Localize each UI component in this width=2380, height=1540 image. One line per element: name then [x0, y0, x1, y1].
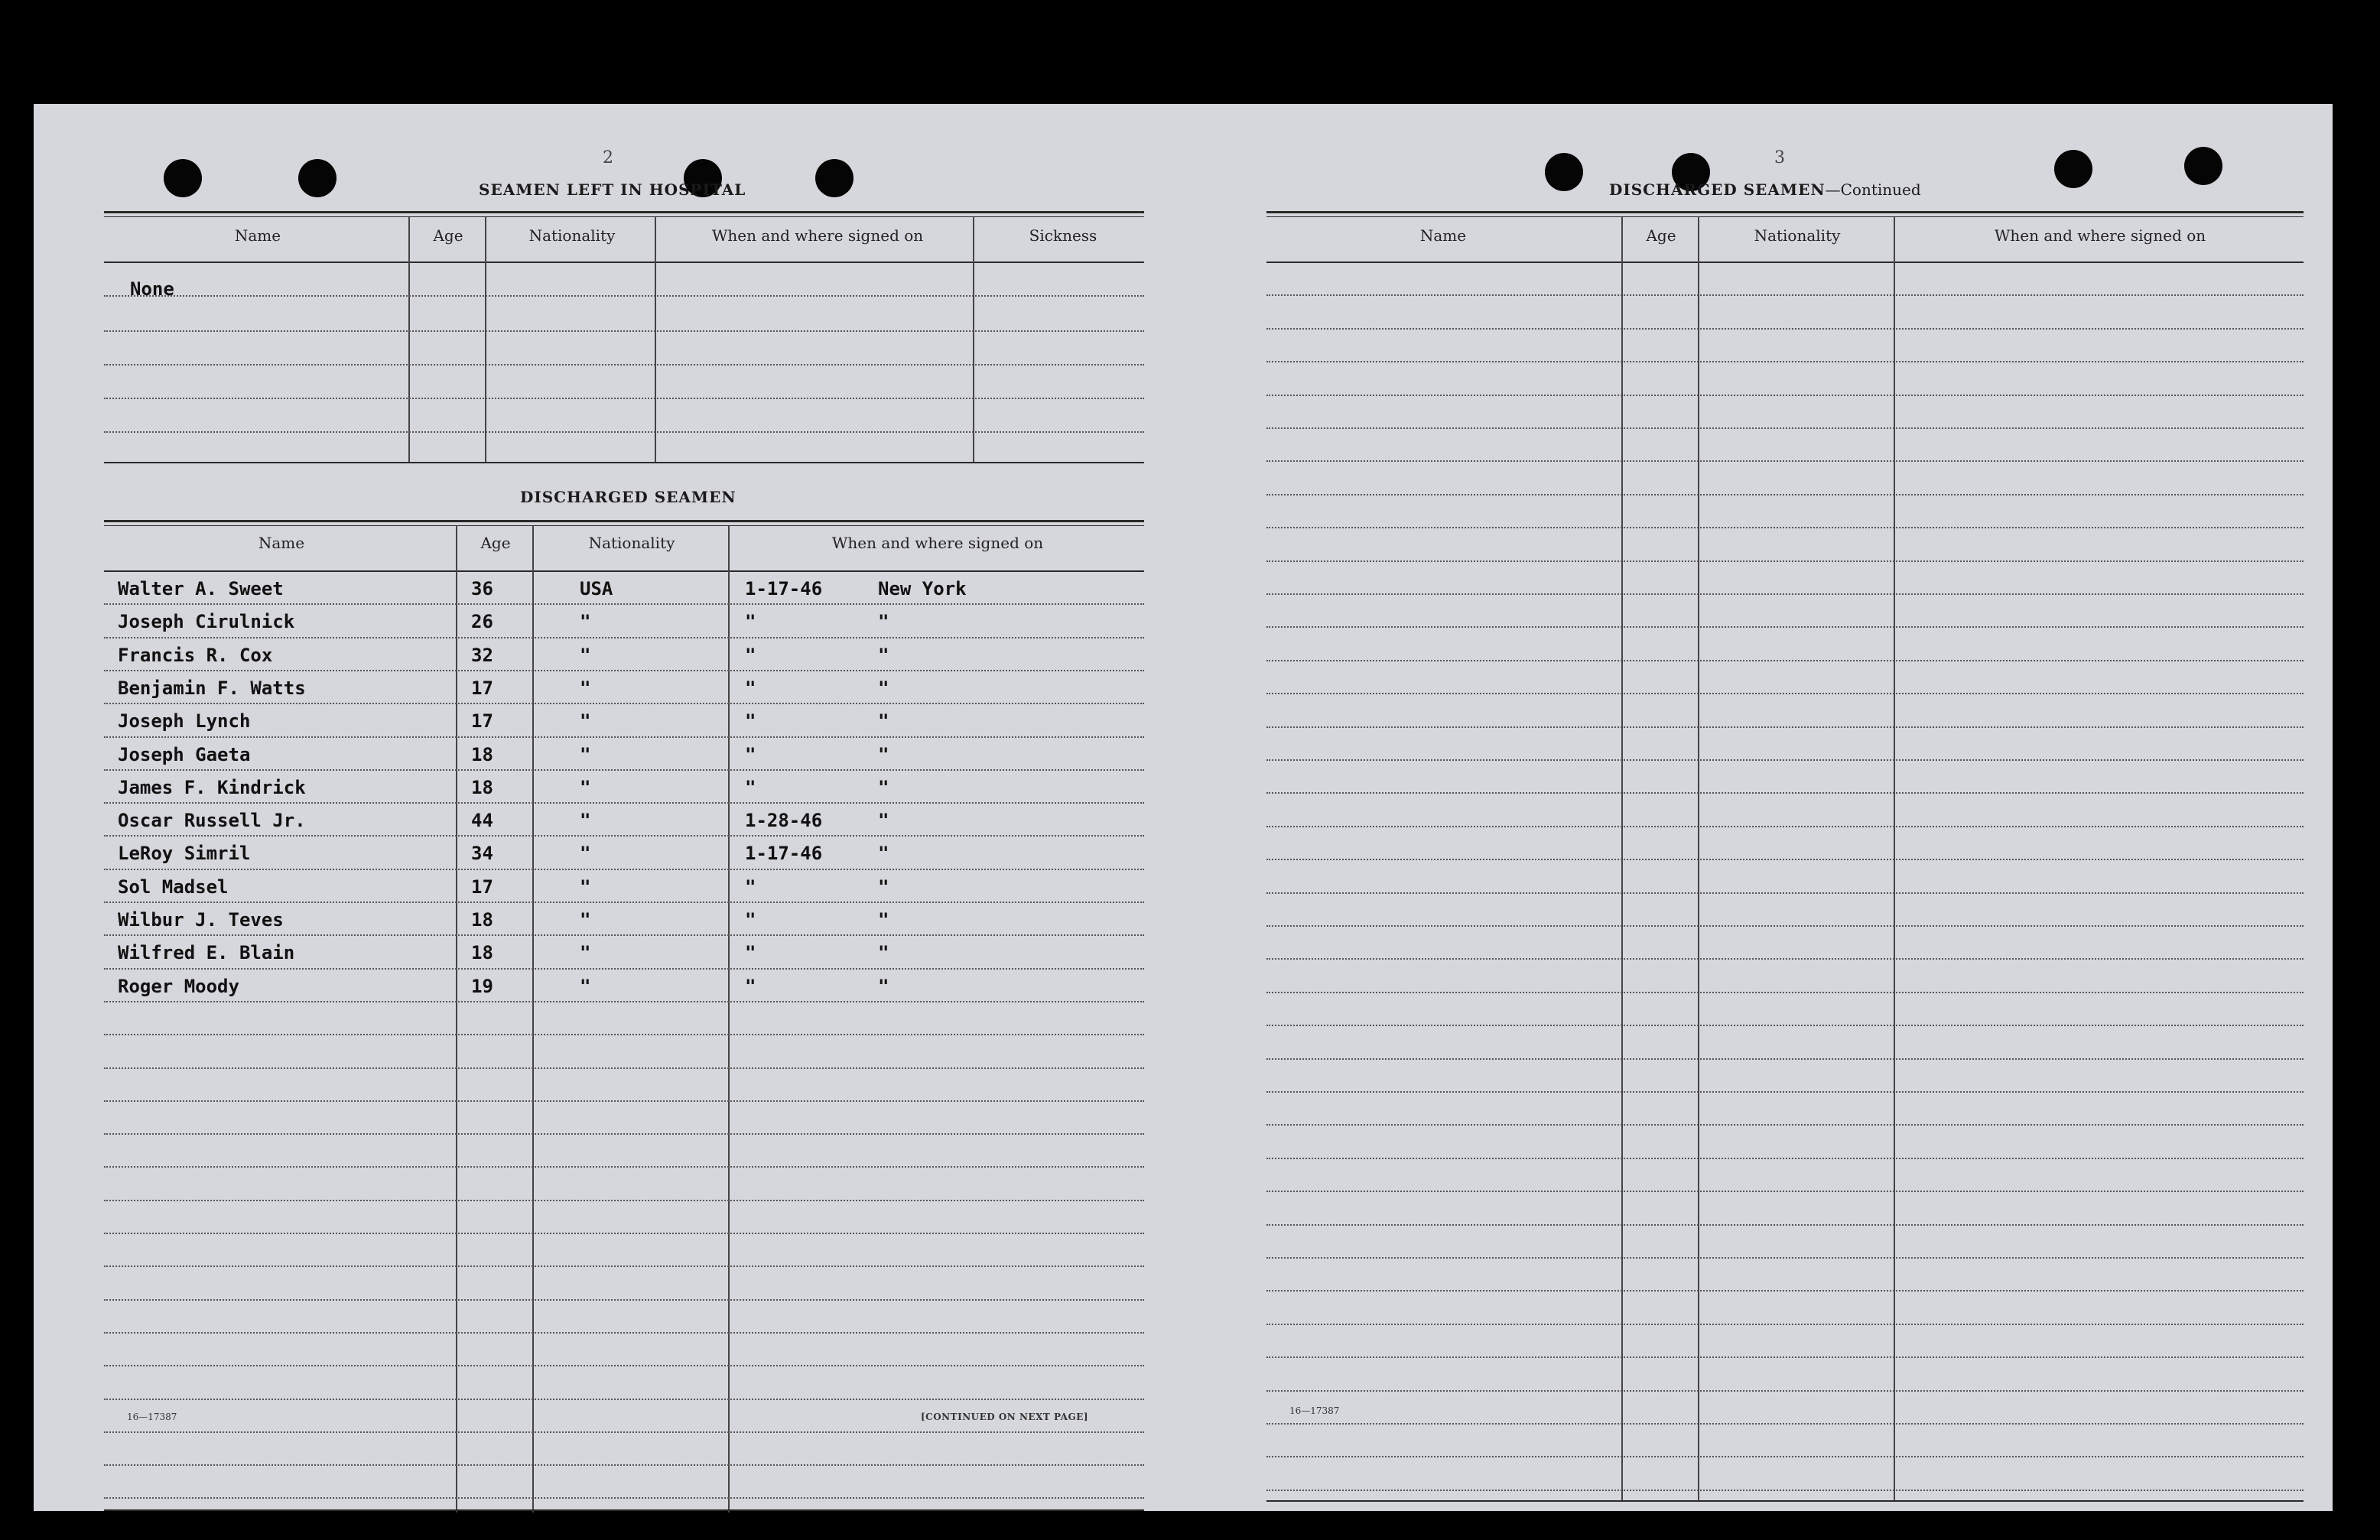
entry-nationality: " — [580, 843, 591, 864]
hospital-header-sickness: Sickness — [1029, 226, 1097, 245]
entry-signed-place: " — [878, 777, 889, 798]
entry-signed-date: 1-17-46 — [745, 578, 823, 599]
hospital-header-signed-on: When and where signed on — [711, 226, 924, 245]
row-line — [1266, 892, 2304, 894]
row-line — [1266, 826, 2304, 827]
document-sheet — [34, 104, 2333, 1511]
row-line — [104, 736, 1144, 738]
entry-signed-date: " — [745, 876, 756, 898]
row-line — [1266, 395, 2304, 396]
entry-nationality: " — [580, 677, 591, 699]
right-header-age: Age — [1646, 226, 1676, 245]
row-line — [104, 431, 1144, 433]
punch-hole — [815, 159, 853, 197]
entry-signed-place: " — [878, 645, 889, 666]
hospital-header-name: Name — [234, 226, 281, 245]
entry-signed-date: " — [745, 909, 756, 931]
entry-signed-place: " — [878, 976, 889, 997]
header-rule — [104, 211, 1144, 213]
page-number-right: 3 — [1774, 148, 1785, 167]
row-line — [1266, 726, 2304, 728]
row-line — [104, 1001, 1144, 1002]
header-rule — [104, 525, 1144, 526]
discharged-header-signed-on: When and where signed on — [831, 534, 1044, 552]
row-line — [1266, 328, 2304, 330]
entry-nationality: " — [580, 909, 591, 931]
entry-nationality: " — [580, 976, 591, 997]
row-line — [104, 1034, 1144, 1035]
entry-nationality: USA — [580, 578, 613, 599]
row-line — [104, 1233, 1144, 1234]
row-line — [1266, 1025, 2304, 1026]
row-line — [1266, 593, 2304, 595]
entry-signed-place: " — [878, 744, 889, 765]
entry-nationality: " — [580, 744, 591, 765]
header-rule — [104, 216, 1144, 217]
page-number-left: 2 — [603, 148, 613, 167]
entry-signed-place: " — [878, 876, 889, 898]
entry-signed-date: " — [745, 645, 756, 666]
row-line — [1266, 992, 2304, 993]
entry-name: Francis R. Cox — [118, 645, 273, 666]
hospital-header-age: Age — [433, 226, 463, 245]
entry-name: James F. Kindrick — [118, 777, 306, 798]
row-line — [104, 769, 1144, 771]
row-line — [104, 1431, 1144, 1433]
entry-name: Wilfred E. Blain — [118, 942, 295, 963]
entry-name: Roger Moody — [118, 976, 239, 997]
entry-nationality: " — [580, 611, 591, 632]
row-line — [104, 330, 1144, 332]
entry-signed-place: " — [878, 710, 889, 732]
row-line — [104, 1067, 1144, 1069]
entry-name: Oscar Russell Jr. — [118, 810, 306, 831]
right-header-name: Name — [1419, 226, 1467, 245]
punch-hole — [2184, 147, 2222, 185]
right-header-nationality: Nationality — [1754, 226, 1841, 245]
entry-signed-date: " — [745, 677, 756, 699]
entry-name: Wilbur J. Teves — [118, 909, 284, 931]
row-line — [1266, 1091, 2304, 1093]
row-line — [104, 869, 1144, 870]
discharged-header-nationality: Nationality — [588, 534, 675, 552]
entry-age: 26 — [471, 611, 493, 632]
entry-signed-place: " — [878, 942, 889, 963]
entry-name: LeRoy Simril — [118, 843, 251, 864]
hospital-header-nationality: Nationality — [528, 226, 616, 245]
entry-nationality: " — [580, 810, 591, 831]
header-rule — [1266, 216, 2304, 217]
row-line — [104, 802, 1144, 804]
row-line — [104, 1399, 1144, 1400]
entry-nationality: " — [580, 777, 591, 798]
row-line — [104, 1166, 1144, 1168]
entry-signed-date: " — [745, 611, 756, 632]
row-line — [104, 1497, 1144, 1499]
column-divider — [655, 217, 656, 463]
row-line — [1266, 1390, 2304, 1392]
entry-signed-place: " — [878, 810, 889, 831]
entry-signed-date: " — [745, 710, 756, 732]
entry-nationality: " — [580, 645, 591, 666]
row-line — [104, 295, 1144, 297]
row-line — [104, 1464, 1144, 1466]
entry-signed-date: " — [745, 777, 756, 798]
hospital-entry-none: None — [130, 278, 174, 300]
entry-name: Joseph Cirulnick — [118, 611, 295, 632]
discharged-header-age: Age — [480, 534, 511, 552]
row-line — [1266, 1224, 2304, 1226]
table-rule — [1266, 262, 2304, 263]
row-line — [1266, 1124, 2304, 1126]
row-line — [104, 1332, 1144, 1334]
row-line — [1266, 294, 2304, 296]
row-line — [1266, 560, 2304, 562]
column-divider — [485, 217, 486, 463]
row-line — [1266, 792, 2304, 794]
entry-age: 19 — [471, 976, 493, 997]
entry-name: Sol Madsel — [118, 876, 229, 898]
table-rule — [104, 462, 1144, 463]
punch-hole — [164, 159, 202, 197]
column-divider — [408, 217, 410, 463]
row-line — [1266, 1324, 2304, 1325]
entry-age: 44 — [471, 810, 493, 831]
row-line — [1266, 1456, 2304, 1457]
entry-signed-date: " — [745, 942, 756, 963]
entry-age: 34 — [471, 843, 493, 864]
row-line — [1266, 958, 2304, 960]
entry-nationality: " — [580, 942, 591, 963]
row-line — [104, 1100, 1144, 1102]
row-line — [104, 1200, 1144, 1201]
row-line — [1266, 527, 2304, 528]
row-line — [104, 670, 1144, 671]
row-line — [104, 637, 1144, 638]
entry-signed-place: " — [878, 909, 889, 931]
discharged-header-name: Name — [258, 534, 305, 552]
row-line — [1266, 1158, 2304, 1159]
row-line — [104, 1365, 1144, 1366]
row-line — [104, 835, 1144, 837]
row-line — [1266, 1356, 2304, 1358]
entry-name: Joseph Lynch — [118, 710, 251, 732]
entry-signed-place: " — [878, 677, 889, 699]
punch-hole — [2054, 150, 2092, 188]
row-line — [104, 364, 1144, 366]
row-line — [1266, 660, 2304, 661]
row-line — [104, 603, 1144, 605]
row-line — [104, 1299, 1144, 1301]
table-rule — [104, 262, 1144, 263]
row-line — [104, 1133, 1144, 1135]
row-line — [1266, 427, 2304, 429]
row-line — [1266, 1191, 2304, 1192]
punch-hole — [298, 159, 337, 197]
entry-name: Walter A. Sweet — [118, 578, 284, 599]
row-line — [1266, 1257, 2304, 1259]
entry-age: 18 — [471, 942, 493, 963]
entry-age: 18 — [471, 909, 493, 931]
entry-nationality: " — [580, 710, 591, 732]
row-line — [1266, 361, 2304, 362]
row-line — [104, 902, 1144, 903]
row-line — [1266, 1423, 2304, 1425]
entry-age: 18 — [471, 777, 493, 798]
row-line — [1266, 1058, 2304, 1060]
table-rule — [1266, 1500, 2304, 1502]
entry-name: Joseph Gaeta — [118, 744, 251, 765]
entry-signed-date: 1-28-46 — [745, 810, 823, 831]
row-line — [1266, 1490, 2304, 1491]
entry-signed-place: New York — [878, 578, 967, 599]
row-line — [1266, 759, 2304, 761]
entry-signed-place: " — [878, 611, 889, 632]
form-number-right: 16—17387 — [1289, 1405, 1340, 1416]
entry-age: 17 — [471, 876, 493, 898]
right-page-title — [1609, 180, 1921, 199]
entry-age: 17 — [471, 710, 493, 732]
entry-nationality: " — [580, 876, 591, 898]
row-line — [1266, 1290, 2304, 1291]
continued-note: [CONTINUED ON NEXT PAGE] — [921, 1412, 1089, 1422]
entry-age: 32 — [471, 645, 493, 666]
hospital-section-title: SEAMEN LEFT IN HOSPITAL — [479, 180, 746, 199]
entry-age: 36 — [471, 578, 493, 599]
form-number-left: 16—17387 — [127, 1412, 177, 1422]
row-line — [1266, 460, 2304, 462]
entry-signed-date: " — [745, 744, 756, 765]
right-page-title-text: DISCHARGED SEAMEN — [1609, 180, 1826, 199]
right-header-signed-on: When and where signed on — [1994, 226, 2206, 245]
entry-age: 17 — [471, 677, 493, 699]
row-line — [104, 703, 1144, 704]
table-rule — [104, 570, 1144, 572]
row-line — [104, 1265, 1144, 1267]
row-line — [1266, 693, 2304, 694]
row-line — [1266, 494, 2304, 495]
discharged-section-title: DISCHARGED SEAMEN — [520, 488, 736, 506]
entry-signed-date: 1-17-46 — [745, 843, 823, 864]
table-rule — [104, 1509, 1144, 1511]
row-line — [1266, 859, 2304, 860]
header-rule — [1266, 211, 2304, 213]
entry-age: 18 — [471, 744, 493, 765]
entry-signed-place: " — [878, 843, 889, 864]
header-rule — [104, 520, 1144, 522]
row-line — [104, 934, 1144, 936]
row-line — [1266, 925, 2304, 927]
entry-name: Benjamin F. Watts — [118, 677, 306, 699]
punch-hole — [1545, 153, 1583, 191]
column-divider — [973, 217, 974, 463]
row-line — [104, 968, 1144, 970]
row-line — [1266, 626, 2304, 628]
entry-signed-date: " — [745, 976, 756, 997]
row-line — [104, 398, 1144, 399]
right-page-title-suffix: —Continued — [1825, 180, 1921, 199]
